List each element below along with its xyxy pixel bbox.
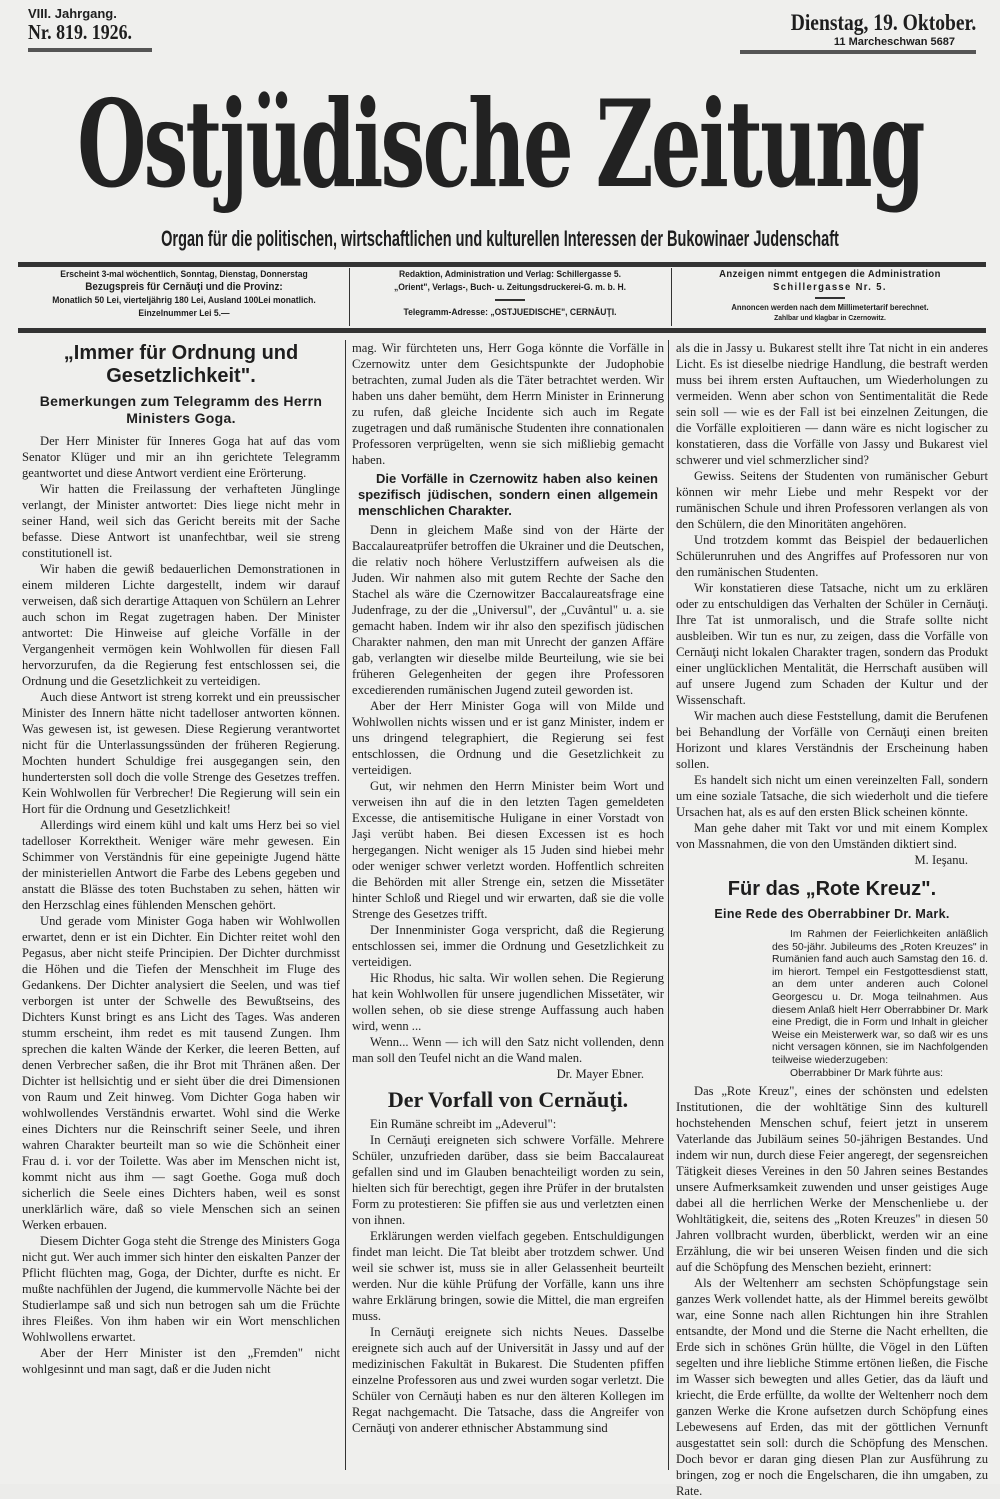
editorial-info xyxy=(352,268,668,326)
divider xyxy=(495,299,525,301)
info-line: Telegramm-Adresse: „OSTJUEDISCHE", CERNĂUŢI. xyxy=(403,307,617,318)
divider xyxy=(18,328,986,333)
paragraph: Gut, wir nehmen den Herrn Minister beim Wort und verweisen ihn auf die in den letzten Tagen gemeldeten Excesse, die antisemitische Huligane in einer Vorstadt von Jaşi verübt haben. Bei diesen Excessen ist es hoch hergegangen. Nicht weniger als 15 Juden sind hiebei mehr oder weniger schwer verletzt worden. Hoffentlich schreiten die Behörden mit aller Strenge ein, setzen die Missetäter hinter Schloß und Riegel und wir erwarten, daß sie die volle Strenge des Gesetzes trifft. xyxy=(352,779,664,921)
masthead-subtitle: Organ für die politischen, wirtschaftlichen und kulturellen Interessen der Bukowinaer Judenschaft xyxy=(161,226,839,251)
hebrew-date: 11 Marcheschwan 5687 xyxy=(833,36,955,48)
divider xyxy=(671,268,672,326)
paragraph: Gewiss. Seitens der Studenten von rumänischer Geburt können wir mehr Liebe und mehr Respekt vor der rumänischen Schule und ihren Professoren verlangen als von den Schülern, die den Minoritäten angehören. xyxy=(676,469,988,531)
paragraph: Wenn... Wenn — ich will den Satz nicht vollenden, denn man soll den Teufel nicht an die Wand malen. xyxy=(352,1035,664,1065)
article-subtitle: Bemerkungen zum Telegramm des Herrn Ministers Goga. xyxy=(39,393,323,426)
paragraph: Denn in gleichem Maße sind von der Härte der Baccalaureatprüfer betroffen die Ukrainer und die Deutschen, die relativ noch höhere Verlustziffern aufweisen als die Juden. Wir nahmen also mit gutem Rechte der Sache den Stachel als wäre die Czernowitzer Baccalaureatsfrage eine Judenfrage, zu der die „Universul", der „Cuvântul" u. a. sie gemacht haben. Indem wir ihr also den spezifisch jüdischen Charakter nahmen, den man mit Unrecht der ganzen Affäre gab, verlangten wir dieselbe milde Beurteilung, wie sie bei früheren Gelegenheiten der gegen ihre Professoren excedierenden rumänischen Jugend zuteil geworden ist. xyxy=(352,523,664,697)
issue-date: Dienstag, 19. Oktober. xyxy=(790,10,976,35)
signature: Dr. Mayer Ebner. xyxy=(556,1067,644,1081)
emphasis-paragraph: Die Vorfälle in Czernowitz haben also keinen spezifisch jüdischen, sondern einen allgemein menschlichen Charakter. xyxy=(358,471,658,518)
info-line: Bezugspreis für Cernăuţi und die Provinz: xyxy=(85,281,283,293)
paragraph: Auch diese Antwort ist streng korrekt und ein preussischer Minister des Innern hätte nicht tadelloser antworten können. Was gewesen ist, ist gewesen. Diese Regierung verantwortet nicht für die Unterlassungssünden der früheren Regierung. Mochten hundert Schuldige frei ausgegangen sein, den hundertersten soll doch die volle Strenge des Gesetzes treffen. Kein Wohlwollen für Verbrecher! Die Regierung will sein ein Hort für die Ordnung und Gesetzlichkeit! xyxy=(22,690,340,816)
column-2 xyxy=(352,340,664,1436)
masthead: Ostjüdische Zeitung xyxy=(77,74,923,215)
column-rule xyxy=(668,340,669,1470)
info-line: Monatlich 50 Lei, vierteljährig 180 Lei, Ausland 100Lei monatlich. xyxy=(52,295,316,306)
info-line: Schillergasse Nr. 5. xyxy=(773,281,887,293)
advert-info xyxy=(674,268,986,326)
paragraph: Der Innenminister Goga verspricht, daß die Regierung entschlossen sei, immer die Ordnung und Gesetzlichkeit zu verteidigen. xyxy=(352,923,664,969)
info-line: Einzelnummer Lei 5.— xyxy=(138,308,230,319)
paragraph: Aber der Herr Minister Goga will von Milde und Wohlwollen nichts wissen und er ist ganz Minister, indem er uns dringend telegraphiert, die Regierung sei fest entschlossen, die Ordnung und die Gesetzlichkeit zu verteidigen. xyxy=(352,699,664,777)
article-title: „Immer für Ordnung und Gesetzlichkeit". xyxy=(63,342,299,387)
paragraph: Erklärungen werden vielfach gegeben. Entschuldigungen findet man leicht. Die Tat bleibt aber trotzdem schwer. Und weil sie schwer ist, muss sie in aller Gelassenheit beurteilt werden. Nur die kühle Prüfung der Vorfälle, kann uns ihre wahre Erklärung bringen, sowie die Mittel, die man ergreifen muss. xyxy=(352,1229,664,1323)
paragraph: Als der Weltenherr am sechsten Schöpfungstage sein ganzes Werk vollendet hatte, als der Himmel bereits gewölbt war, eine Sonne nach allen Richtungen hin ihre Strahlen entsandte, der Mond und die Sterne die Nacht erhellten, die Erde sich in schönes Grün hüllte, die Vögel in den Lüften segelten und ihre liebliche Stimme ertönen ließen, die Fische im Wasser sich bewegten und alles Getier, das da läuft und kriecht, die Erde erfüllte, da wollte der Weltenherr noch dem ganzen Werke die Krone aufsetzen durch Schöpfung eines Lebewesens auf Erden, das mit der göttlichen Vernunft ausgestattet sein soll: durch die Schöpfung des Menschen. Doch bevor er daran ging diesen Plan zur Ausführung zu bringen, zog er noch die Engelscharen, die ihn umgaben, zu Rate. xyxy=(676,1276,988,1499)
paragraph: Wir haben die gewiß bedauerlichen Demonstrationen in einem milderen Lichte dargestellt, indem wir darauf verweisen, daß sich derartige Attaquen von Schülern an Lehrer auch schon im Regat zugetragen haben. Der Minister antwortet: Die Hinweise auf gleiche Vorfälle in der Vergangenheit vermögen kein Wohlwollen für diesen Fall hervorzurufen, da die Regierung fest entschlossen sei, die Ordnung und die Gesetzlichkeit zu verteidigen. xyxy=(22,562,340,688)
paragraph: Und gerade vom Minister Goga haben wir Wohlwollen erwartet, denn er ist ein Dichter. Ein Dichter reitet wohl den Pegasus, aber nicht steife Principien. Der Dichter durchmisst die Höhen und die Tiefen der Menschheit im Fluge des Gedankens. Der Dichter analysiert die Seelen, und was tief verborgen ist unter der Schwelle des Bewußtseins, des Dichters Kunst bringt es ans Licht des Tages. Was anderen stumm erscheint, ihm redet es mit tausend Zungen. Ihm sprechen die kalten Wände der Kerker, die leeren Betten, auf denen Verbrecher saßen, die ihr Brot mit Thränen aßen. Der Dichter ist hellsichtig und er sieht über die drei Dimensionen von Raum und Zeit hinweg. Vom Dichter Goga haben wir wohlwollendes Verständnis erwartet. Wohl sind die Werke eines Dichters nur die Reinschrift seiner Seele, und ihren wahren Charakter beurteilt man so wie die Schönheit einer Frau d. i. vor der Toilette. Was aber im Menschen nicht ist, kommt nicht aus ihm — sagt Goethe. Goga muß doch sicherlich die Seele eines Dichters haben, weil es sonst unerklärlich wäre, daß so viele Menschen sich an seinen Werken erbauen. xyxy=(22,914,340,1232)
paragraph: Man gehe daher mit Takt vor und mit einem Komplex von Massnahmen, die von den Umständen diktiert sind. xyxy=(676,821,988,851)
column-3 xyxy=(676,340,988,1499)
paragraph: Wir machen auch diese Feststellung, damit die Berufenen bei Behandlung der Vorfälle von Cernăuţi einen breiten Horizont und klares Verständnis der Erscheinung haben sollen. xyxy=(676,709,988,771)
info-line: Zahlbar und klagbar in Czernowitz. xyxy=(774,313,886,322)
paragraph: Hic Rhodus, hic salta. Wir wollen sehen. Die Regierung hat kein Wohlwollen für unsere jugendlichen Missetäter, wir wollen sehen, ob sie diese strenge Auffassung auch haben wird, wenn ... xyxy=(352,971,664,1033)
volume: VIII. Jahrgang. xyxy=(28,6,117,21)
paragraph: Es handelt sich nicht um einen vereinzelten Fall, sondern um eine soziale Tatsache, die sich wiederholt und die tiefere Ursachen hat, als es auf den ersten Blick scheinen könnte. xyxy=(676,773,988,819)
info-line: Annoncen werden nach dem Millimetertarif berechnet. xyxy=(731,302,929,312)
intro-paragraph: Im Rahmen der Feierlichkeiten anläßlich des 50-jähr. Jubileums des „Roten Kreuzes" in Rumänien fand auch auch Samstag den 16. d. im hierort. Tempel ein Festgottesdienst statt, an dem unter anderen auch Colonel Georgescu u. Dr. Moga teilnahmen. Aus diesem Anlaß hielt Herr Oberrabbiner Dr. Mark eine Predigt, die in Form und Inhalt in gleicher Weise ein Meisterwerk war, so daß wir es uns nicht versagen können, sie im Nachfolgenden teilweise wiederzugeben: xyxy=(772,929,988,1066)
paragraph: Wir hatten die Freilassung der verhafteten Jünglinge verlangt, der Minister antwortet: Dies liege nicht mehr in seiner Hand, weil sich das Gericht bereits mit der Sache befasse. Diese Antwort ist unanfechtbar, weil sie streng constitutionell ist. xyxy=(22,482,340,560)
paragraph: als die in Jassy u. Bukarest stellt ihre Tat nicht in ein anderes Licht. Es ist dieselbe niedrige Handlung, die bestraft werden muss bei ihrem ersten Auftauchen, um Wiederholungen zu vermeiden. Wenn aber schon von Sentimentalität die Rede sein soll — wie es der Fall ist bei einzelnen Zeitungen, die die Vorfälle exploitieren — dann wäre es nicht logischer zu konstatieren, dass die Vorfälle von Jassy und Bukarest viel schwerer und viel schmerzlicher sind? xyxy=(676,341,988,467)
paragraph: Das „Rote Kreuz", eines der schönsten und edelsten Institutionen, die der wohltätige Sinn des kulturell hochstehenden Menschen schuf, feiert jetzt in unserem Vaterlande das Jubiläum seines 50-jährigen Bestandes. Und indem wir nun, durch diese Feier angeregt, der segensreichen Tätigkeit dieses Vereines in den 50 Jahren seines Bestandes unsere Aufmerksamkeit zuwenden und unser geistiges Auge dabei all die herrlichen Werke der Menschenliebe u. der Wohltätigkeit, die, seitens des „Roten Kreuzes" in diesen 50 Jahren vollbracht wurden, überblickt, werden wir an eine Erzählung, die wir bei unseren Weisen finden und die sich auf die Schöpfung des Menschen bezieht, erinnert: xyxy=(676,1084,988,1275)
paragraph: Allerdings wird einem kühl und kalt ums Herz bei so viel tadelloser Korrektheit. Weniger wäre mehr gewesen. Ein Schimmer von Verständnis für eine gepeinigte Jugend hätte der ministeriellen Antwort die Farbe des Lebens gegeben und anstatt die Blässe des toten Buchstaben zu sehen, hätten wir den Herzschlag eines fühlenden Menschen gehört. xyxy=(22,818,340,912)
paragraph: Und trotzdem kommt das Beispiel der bedauerlichen Schülerunruhen und des Angriffes auf Professoren nur von den rumänischen Studenten. xyxy=(676,533,988,579)
paragraph: Der Herr Minister für Inneres Goga hat auf das vom Senator Klüger und mir an ihn gerichtete Telegramm geantwortet und diese Antwort verdient eine Erörterung. xyxy=(22,434,340,480)
paragraph: In Cernăuţi ereignete sich nichts Neues. Dasselbe ereignete sich auch auf der Universität in Jassy und auf der medizinischen Fakultät in Bukarest. Die Studenten pfiffen einzelne Professoren aus und zwei wurden sogar verletzt. Die Schüler von Cernăuţi haben es nur den älteren Kollegen im Regat nachgemacht. Die Tatsache, dass die Angreifer von Cernăuţi von anderer ethnischer Abstammung sind xyxy=(352,1325,664,1435)
signature: M. Ieşanu. xyxy=(914,853,968,867)
article-title: Der Vorfall von Cernăuţi. xyxy=(387,1087,629,1112)
article-title: Für das „Rote Kreuz". xyxy=(727,878,937,900)
issue-number: Nr. 819. 1926. xyxy=(28,20,132,44)
paragraph: Aber der Herr Minister ist den „Fremden" nicht wohlgesinnt und man sagt, daß er die Juden nicht xyxy=(22,1346,340,1376)
info-line: Erscheint 3-mal wöchentlich, Sonntag, Dienstag, Donnerstag xyxy=(60,269,308,280)
divider xyxy=(18,262,986,267)
divider xyxy=(28,48,152,52)
article-subtitle: Eine Rede des Oberrabbiner Dr. Mark. xyxy=(714,907,950,921)
column-rule xyxy=(345,340,346,1470)
paragraph: In Cernăuţi ereigneten sich schwere Vorfälle. Mehrere Schüler, unzufrieden darüber, dass sie beim Baccalaureat gefallen sind und im Glauben benachteiligt worden zu sein, hielten sich für berechtigt, gegen ihre Prüfer in der brutalsten Form zu protestieren: Sie pfiffen sie aus und verletzten einen von ihnen. xyxy=(352,1133,664,1227)
paragraph: Ein Rumäne schreibt im „Adeverul": xyxy=(370,1117,557,1131)
divider xyxy=(815,297,845,299)
info-line: Anzeigen nimmt entgegen die Administration xyxy=(719,268,941,280)
paragraph: Diesem Dichter Goga steht die Strenge des Ministers Goga nicht gut. Wer auch immer sich hinter den eiskalten Panzer der Pflicht flüchten mag, Goga, der Dichter, durfte es nicht. Er mußte nachfühlen der Jugend, die kummervolle Nächte bei der Studierlampe saß und sich nun betrogen sah um die Früchte ihres Fleißes. Von ihm haben wir ein Wort menschlichen Wohlwollens erwartet. xyxy=(22,1234,340,1344)
info-line: Redaktion, Administration und Verlag: Schillergasse 5. xyxy=(398,269,622,280)
paragraph: Wir konstatieren diese Tatsache, nicht um zu erklären oder zu entschuldigen das Verhalten der Schüler in Cernăuţi. Ihre Tat ist unmoralisch, und die Strafe sollte nicht ausbleiben. Wir tun es nur, zu zeigen, dass die Vorfälle von Cernăuţi nicht lokalen Charakter tragen, sondern das Produkt einer unglücklichen Mentalität, die Herrschaft ausüben will auf unsere Jugend zum Schaden der Kultur und der Wissenschaft. xyxy=(676,581,988,707)
paragraph: mag. Wir fürchteten uns, Herr Goga könnte die Vorfälle in Czernowitz unter dem Gesichtspunkte der Judophobie betrachten, zumal Juden als die Täter betrachtet werden. Wir haben uns daher bemüht, dem Herrn Minister in Erinnerung zu rufen, daß gleiche Incidente sich auch im Regate zugetragen und daß rumänische Studenten ihre connationalen Professoren verprügelten, wenn sie sich mißliebig gemacht haben. xyxy=(352,341,664,467)
divider xyxy=(349,268,350,326)
lead-line: Oberrabbiner Dr Mark führte aus: xyxy=(790,1067,944,1079)
column-1 xyxy=(22,340,340,1377)
subscription-info xyxy=(20,268,348,326)
divider xyxy=(740,50,976,54)
info-line: „Orient", Verlags-, Buch- u. Zeitungsdruckerei-G. m. b. H. xyxy=(393,282,627,293)
